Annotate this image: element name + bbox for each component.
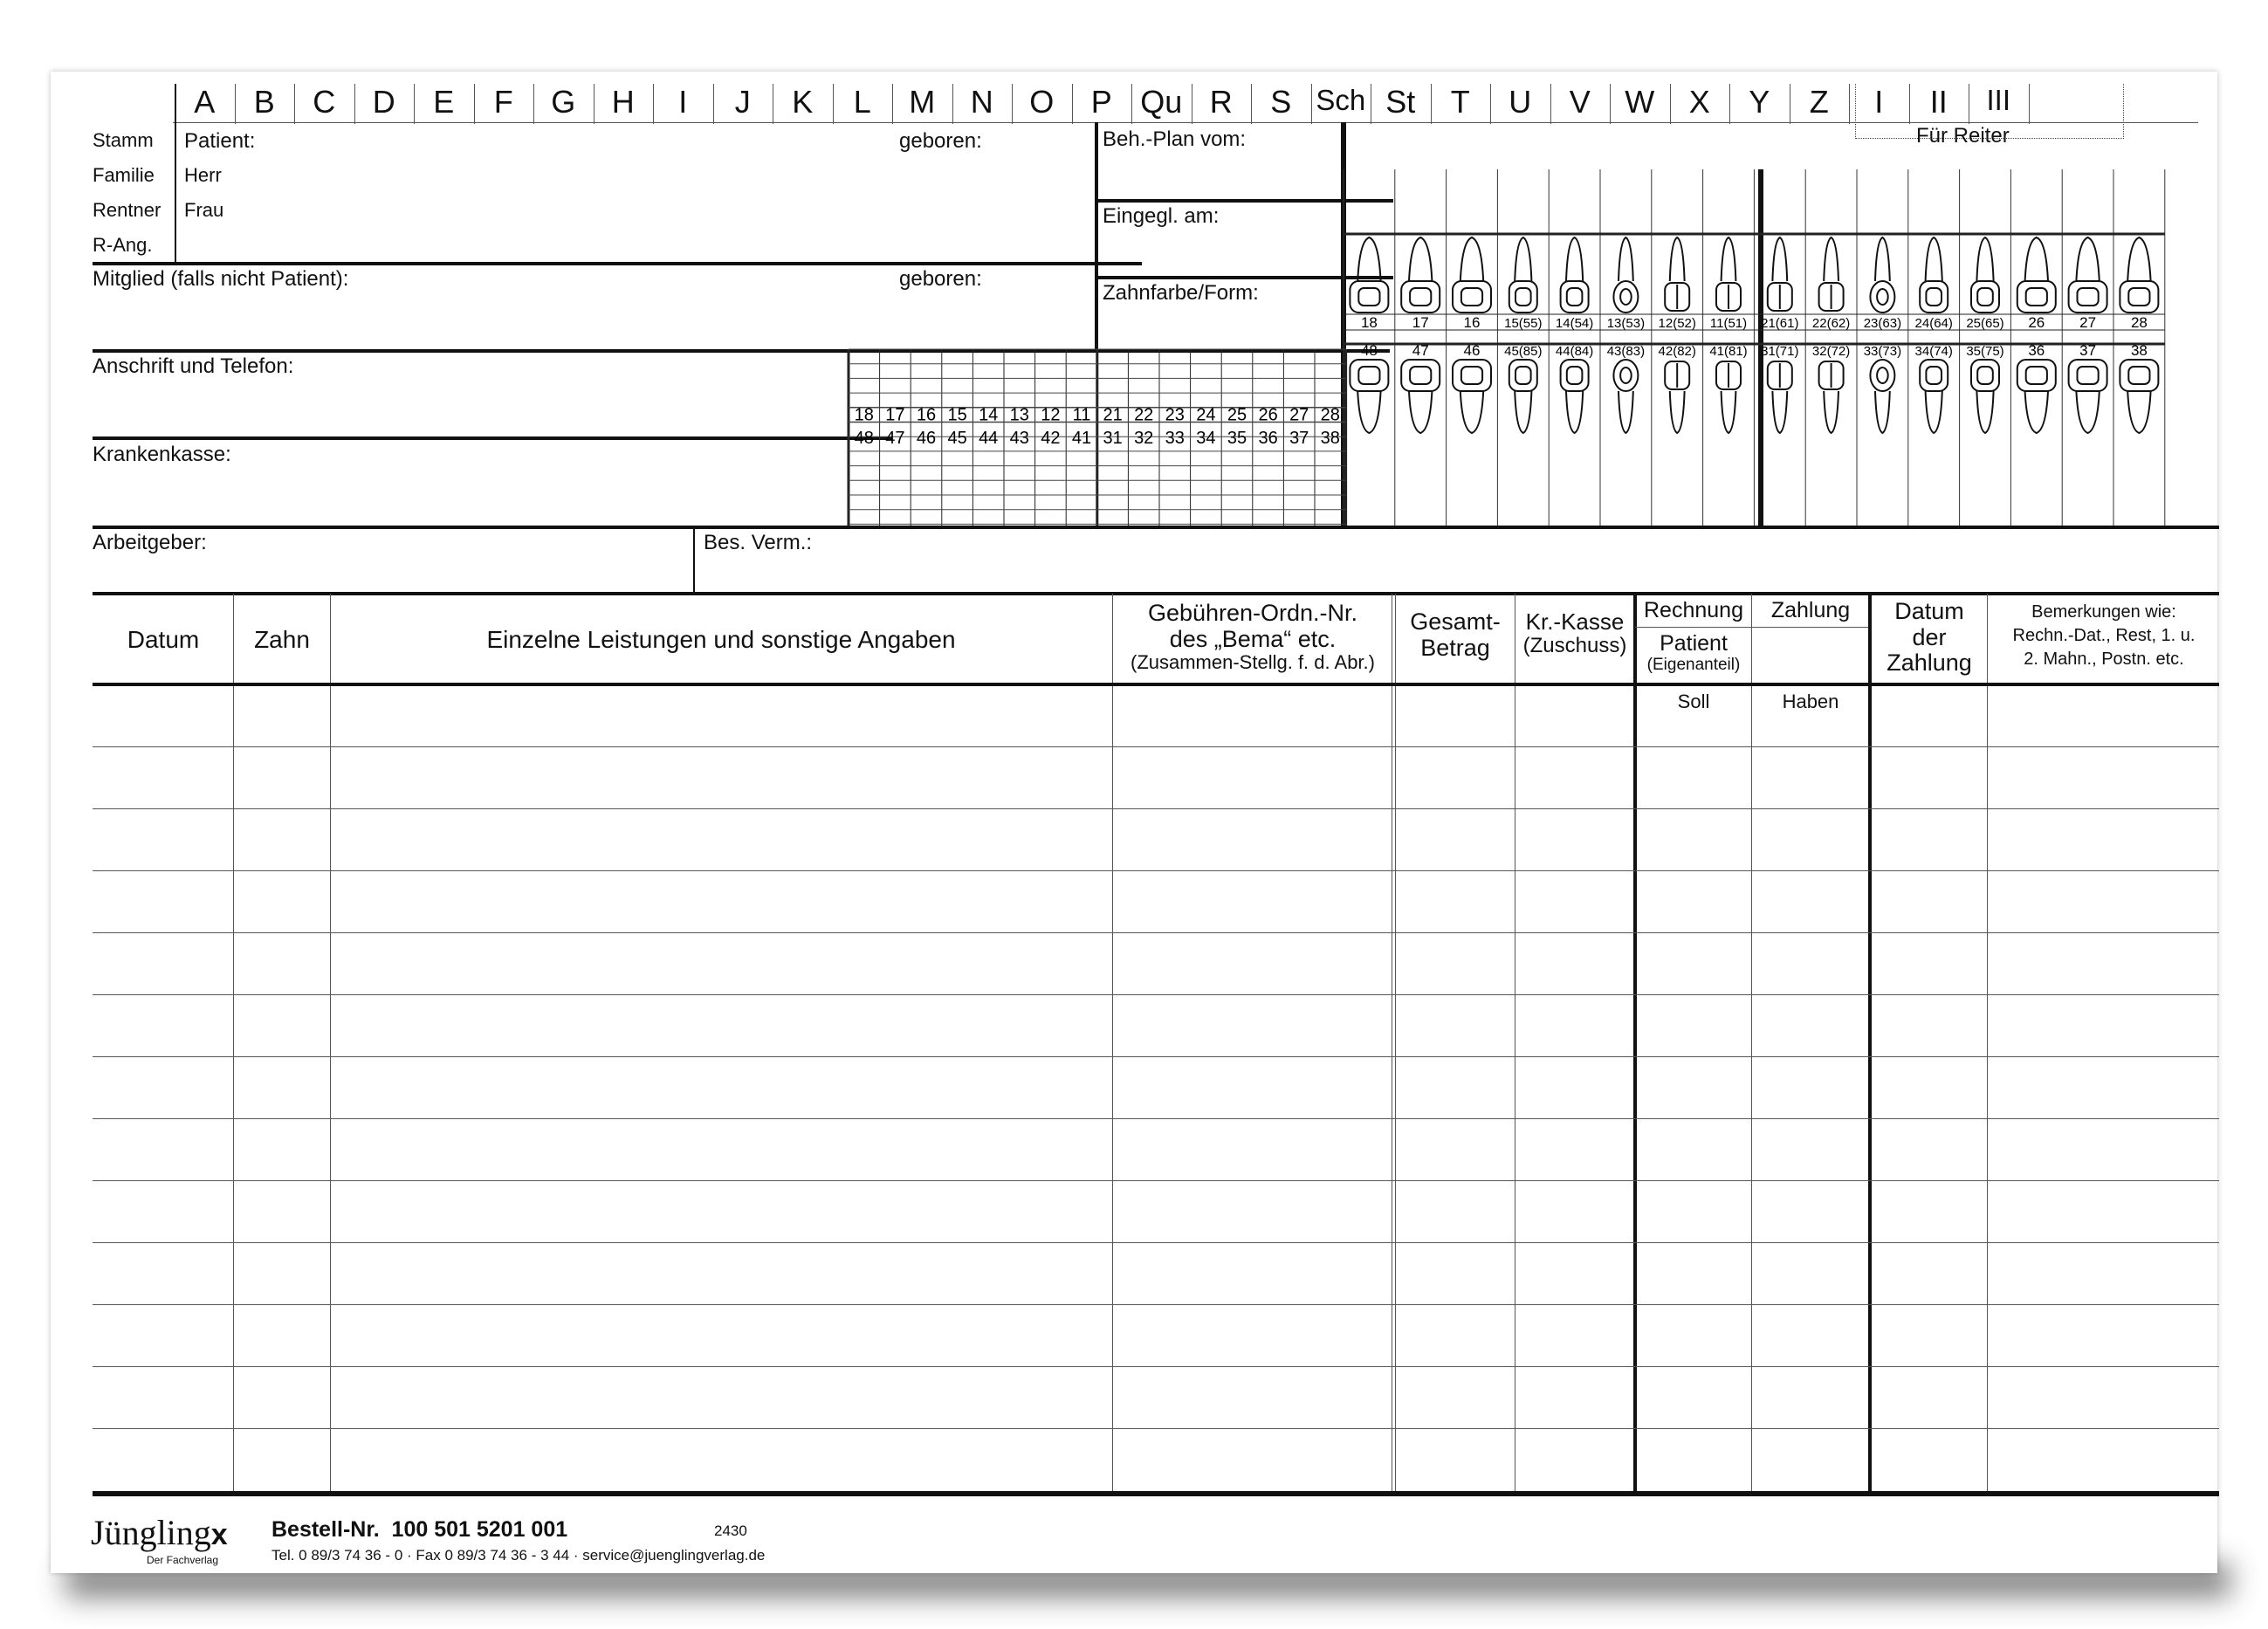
label-stamm: Stamm — [93, 129, 154, 151]
haben-col-rule — [1868, 594, 1872, 1491]
mini-grid-lower-number: 38 — [1320, 429, 1340, 449]
header-bemerkungen — [1989, 601, 2219, 671]
mini-grid-lower-number: 36 — [1258, 429, 1278, 449]
table-row-rule — [93, 1366, 2219, 1367]
register-letter: X — [1688, 84, 1710, 120]
table-row-rule — [93, 1056, 2219, 1057]
table-header-rule — [93, 683, 2219, 686]
lower-tooth-icon — [1716, 361, 1741, 433]
mitglied-geboren-label: geboren: — [899, 267, 982, 291]
register-letter: II — [1929, 84, 1948, 120]
datum-zahlung-col-rule — [1987, 594, 1988, 1491]
form-sheet — [51, 72, 2217, 1573]
tooth-number-upper: 24(64) — [1914, 316, 1953, 331]
mini-grid-upper-number: 23 — [1165, 405, 1185, 425]
mini-grid-upper-number: 21 — [1103, 405, 1123, 425]
header-gesamt-line1: Gesamt- — [1410, 608, 1501, 635]
zahn-col-rule — [330, 594, 331, 1491]
gebuehren-col-rule-b — [1395, 594, 1396, 1491]
mini-grid-lower-number: 44 — [979, 429, 999, 449]
register-letter: E — [433, 84, 455, 120]
patient-label: Patient: — [184, 129, 256, 153]
beh-plan-label: Beh.-Plan vom: — [1103, 127, 1247, 151]
lower-tooth-icon — [1819, 361, 1844, 433]
lower-tooth-icon — [2120, 360, 2158, 433]
arbeitgeber-label: Arbeitgeber: — [93, 531, 207, 554]
register-letter: Qu — [1140, 84, 1183, 120]
register-letter: Z — [1809, 84, 1829, 120]
tooth-number-lower: 31(71) — [1761, 344, 1799, 359]
herr-label: Herr — [184, 164, 222, 186]
register-letter: J — [734, 84, 751, 120]
brand-mark-icon: x — [210, 1518, 228, 1551]
order-number: Bestell-Nr. 100 501 5201 001 — [271, 1517, 568, 1542]
upper-tooth-icon — [1971, 237, 1999, 313]
upper-tooth-icon — [1920, 237, 1948, 313]
table-row-rule — [93, 870, 2219, 871]
upper-tooth-icon — [1716, 237, 1741, 311]
label-familie: Familie — [93, 164, 155, 186]
header-gebuehren — [1114, 601, 1392, 674]
table-bottom-rule — [93, 1491, 2219, 1496]
mini-grid-upper-number: 15 — [947, 405, 967, 425]
table-row-rule — [93, 932, 2219, 933]
bes-verm-label: Bes. Verm.: — [704, 531, 813, 554]
tooth-number-lower: 34(74) — [1914, 344, 1953, 359]
upper-tooth-icon — [1453, 237, 1491, 313]
header-datum-zahlung-line3: Zahlung — [1887, 650, 1972, 677]
zahnfarbe-label: Zahnfarbe/Form: — [1103, 281, 1259, 305]
tooth-number-lower: 44(84) — [1555, 344, 1594, 359]
register-letter: U — [1509, 84, 1532, 120]
lower-tooth-icon — [1971, 360, 1999, 433]
tooth-number-upper: 15(55) — [1504, 316, 1543, 331]
header-rechnung: Rechnung — [1644, 598, 1743, 622]
register-letter: S — [1270, 84, 1292, 120]
mini-grid-lower-number: 32 — [1134, 429, 1154, 449]
lower-tooth-icon — [2069, 360, 2107, 433]
tooth-number-upper: 27 — [2079, 314, 2097, 331]
register-letter: N — [970, 84, 993, 120]
register-letter: St — [1385, 84, 1416, 120]
tooth-number-lower: 33(73) — [1863, 344, 1902, 359]
tooth-number-upper: 26 — [2028, 314, 2045, 331]
tooth-number-lower: 32(72) — [1811, 344, 1851, 359]
mini-grid-upper-number: 24 — [1196, 405, 1216, 425]
datum-col-rule — [233, 594, 234, 1491]
tooth-number-upper: 21(61) — [1761, 316, 1799, 331]
register-letter: G — [551, 84, 576, 120]
table-row-rule — [93, 1304, 2219, 1305]
tooth-number-lower: 47 — [1412, 342, 1429, 359]
tooth-number-lower: 48 — [1360, 342, 1378, 359]
header-gebuehren-line1: Gebühren-Ordn.-Nr. — [1147, 600, 1358, 626]
label-r-ang: R-Ang. — [93, 234, 153, 256]
header-haben: Haben — [1782, 691, 1839, 712]
leistungen-col-rule — [1112, 594, 1113, 1491]
mitglied-label: Mitglied (falls nicht Patient): — [93, 267, 349, 291]
eingegl-label: Eingegl. am: — [1103, 204, 1220, 228]
register-letter: W — [1625, 84, 1655, 120]
mini-grid-lower-number: 37 — [1289, 429, 1309, 449]
register-letter: A — [194, 84, 216, 120]
lower-tooth-icon — [2017, 360, 2056, 433]
tooth-number-lower: 36 — [2028, 342, 2045, 359]
upper-tooth-icon — [1819, 237, 1844, 311]
mini-grid-upper-number: 27 — [1289, 405, 1309, 425]
tooth-number-upper: 14(54) — [1555, 316, 1594, 331]
upper-tooth-icon — [1350, 237, 1388, 313]
lower-tooth-icon — [1453, 360, 1491, 433]
header-zahlung: Zahlung — [1770, 598, 1851, 622]
header-gebuehren-line2: des „Bema“ etc. — [1169, 625, 1337, 652]
mini-grid-upper-number: 12 — [1041, 405, 1061, 425]
lower-tooth-icon — [1613, 360, 1638, 433]
tooth-number-lower: 41(81) — [1709, 344, 1748, 359]
header-patient-line1: Patient — [1660, 631, 1728, 656]
register-letter: R — [1209, 84, 1233, 120]
tooth-number-lower: 42(82) — [1658, 344, 1696, 359]
table-row-rule — [93, 1428, 2219, 1429]
tooth-number-upper: 18 — [1360, 314, 1378, 331]
header-leistungen: Einzelne Leistungen und sonstige Angaben — [486, 626, 956, 653]
register-letter: L — [853, 84, 871, 120]
header-bemerkungen-line2: Rechn.-Dat., Rest, 1. u. — [2012, 626, 2196, 645]
mini-grid-lower-number: 43 — [1009, 429, 1029, 449]
register-letter: I — [678, 84, 688, 120]
header-datum-zahlung — [1872, 599, 1987, 677]
upper-tooth-icon — [2120, 237, 2158, 313]
tooth-number-lower: 46 — [1463, 342, 1481, 359]
table-row-rule — [93, 1118, 2219, 1119]
mini-grid-upper-number: 11 — [1072, 405, 1091, 425]
upper-tooth-icon — [2069, 237, 2107, 313]
brand-tagline: Der Fachverlag — [147, 1554, 219, 1566]
table-row-rule — [93, 746, 2219, 747]
tooth-number-upper: 13(53) — [1606, 316, 1646, 331]
header-kasse — [1516, 609, 1633, 657]
mini-grid-lower-number: 33 — [1165, 429, 1185, 449]
register-letter: F — [493, 84, 513, 120]
mini-grid-upper-number: 22 — [1134, 405, 1154, 425]
register-letter: D — [372, 84, 395, 120]
mini-grid-lower-number: 45 — [947, 429, 967, 449]
mini-grid-upper-number: 17 — [885, 405, 905, 425]
header-datum: Datum — [127, 626, 200, 653]
contact-line: Tel. 0 89/3 74 36 - 0 · Fax 0 89/3 74 36 - 3 44 · service@juenglingverlag.de — [271, 1547, 766, 1564]
tooth-number-upper: 22(62) — [1811, 316, 1851, 331]
tooth-number-upper: 17 — [1412, 314, 1429, 331]
register-letter: Y — [1749, 84, 1770, 120]
tooth-number-upper: 11(51) — [1709, 316, 1748, 331]
register-letter: V — [1569, 84, 1591, 120]
register-letter: M — [909, 84, 936, 120]
brand-logo — [91, 1512, 228, 1553]
tooth-number-lower: 43(83) — [1606, 344, 1646, 359]
table-row-rule — [93, 994, 2219, 995]
header-datum-zahlung-line2: der — [1912, 623, 1947, 650]
mini-grid-lower-number: 35 — [1227, 429, 1247, 449]
upper-tooth-icon — [1509, 237, 1537, 313]
header-gesamt-line2: Betrag — [1420, 634, 1490, 661]
upper-tooth-icon — [1870, 237, 1894, 313]
lower-tooth-icon — [1561, 360, 1589, 433]
tooth-number-upper: 28 — [2130, 314, 2148, 331]
tooth-number-lower: 35(75) — [1966, 344, 2004, 359]
mini-grid-lower-number: 47 — [885, 429, 905, 449]
fuer-reiter-label: Für Reiter — [1916, 124, 2010, 148]
header-patient-line2: (Eigenanteil) — [1646, 655, 1741, 674]
header-bemerkungen-line1: Bemerkungen wie: — [2031, 602, 2176, 622]
soll-col-rule — [1751, 594, 1752, 1491]
lower-tooth-icon — [1509, 360, 1537, 433]
label-rentner: Rentner — [93, 199, 162, 221]
mini-grid-lower-number: 46 — [916, 429, 937, 449]
upper-tooth-icon — [1401, 237, 1440, 313]
register-letter: B — [253, 84, 275, 120]
register-letter: Sch — [1316, 84, 1366, 116]
mini-grid-upper-number: 13 — [1009, 405, 1029, 425]
header-datum-zahlung-line1: Datum — [1894, 598, 1964, 624]
mini-grid-lower-number: 48 — [854, 429, 874, 449]
lower-tooth-icon — [1768, 361, 1792, 433]
mini-grid-upper-number: 28 — [1320, 405, 1340, 425]
upper-tooth-icon — [1665, 237, 1689, 311]
lower-tooth-icon — [1350, 360, 1388, 433]
table-row-rule — [93, 1242, 2219, 1243]
lower-tooth-icon — [1920, 360, 1948, 433]
register-letter: K — [792, 84, 814, 120]
mini-grid-lower-number: 42 — [1041, 429, 1061, 449]
register-letter: C — [313, 84, 336, 120]
table-row-rule — [93, 808, 2219, 809]
mini-grid-lower-number: 41 — [1071, 429, 1092, 449]
register-letter: H — [611, 84, 635, 120]
mini-grid-lower-number: 34 — [1196, 429, 1216, 449]
frau-label: Frau — [184, 199, 224, 221]
mini-grid-upper-number: 18 — [854, 405, 874, 425]
tooth-number-upper: 12(52) — [1658, 316, 1696, 331]
upper-tooth-icon — [1613, 237, 1638, 313]
tooth-number-lower: 37 — [2079, 342, 2097, 359]
mini-grid-upper-number: 26 — [1258, 405, 1278, 425]
rechnung-zahlung-rule — [1635, 627, 1868, 628]
tooth-number-upper: 25(65) — [1966, 316, 2004, 331]
header-gebuehren-line3: (Zusammen-Stellg. f. d. Abr.) — [1131, 651, 1375, 674]
header-soll: Soll — [1677, 691, 1710, 712]
mini-grid-lower-number: 31 — [1103, 429, 1123, 449]
brand-name: Jüngling — [91, 1513, 211, 1552]
upper-tooth-icon — [1768, 237, 1792, 311]
header-zahn: Zahn — [254, 626, 310, 653]
form-code: 2430 — [714, 1522, 747, 1539]
tooth-chart — [51, 72, 2217, 595]
tooth-number-lower: 45(85) — [1504, 344, 1543, 359]
register-letter: I — [1874, 84, 1884, 120]
table-row-rule — [93, 1180, 2219, 1181]
register-letter: O — [1029, 84, 1055, 120]
lower-tooth-icon — [1870, 360, 1894, 433]
mini-grid-upper-number: 14 — [979, 405, 999, 425]
upper-tooth-icon — [1561, 237, 1589, 313]
mini-grid-upper-number: 25 — [1227, 405, 1247, 425]
lower-tooth-icon — [1665, 361, 1689, 433]
header-kasse-line2: (Zuschuss) — [1522, 633, 1627, 657]
header-kasse-line1: Kr.-Kasse — [1525, 608, 1625, 635]
lower-tooth-icon — [1401, 360, 1440, 433]
tooth-number-upper: 16 — [1463, 314, 1481, 331]
register-letter: P — [1090, 84, 1112, 120]
header-gesamt — [1397, 609, 1514, 661]
anschrift-label: Anschrift und Telefon: — [93, 354, 294, 378]
mini-grid-upper-number: 16 — [916, 405, 937, 425]
register-letter: T — [1450, 84, 1470, 120]
krankenkasse-label: Krankenkasse: — [93, 443, 231, 466]
kasse-col-rule — [1633, 594, 1637, 1491]
header-bemerkungen-line3: 2. Mahn., Postn. etc. — [2024, 650, 2184, 669]
register-letter: III — [1986, 84, 2010, 116]
tooth-number-lower: 38 — [2130, 342, 2148, 359]
patient-geboren-label: geboren: — [899, 129, 982, 153]
header-patient — [1636, 632, 1751, 674]
upper-tooth-icon — [2017, 237, 2056, 313]
tooth-number-upper: 23(63) — [1863, 316, 1902, 331]
